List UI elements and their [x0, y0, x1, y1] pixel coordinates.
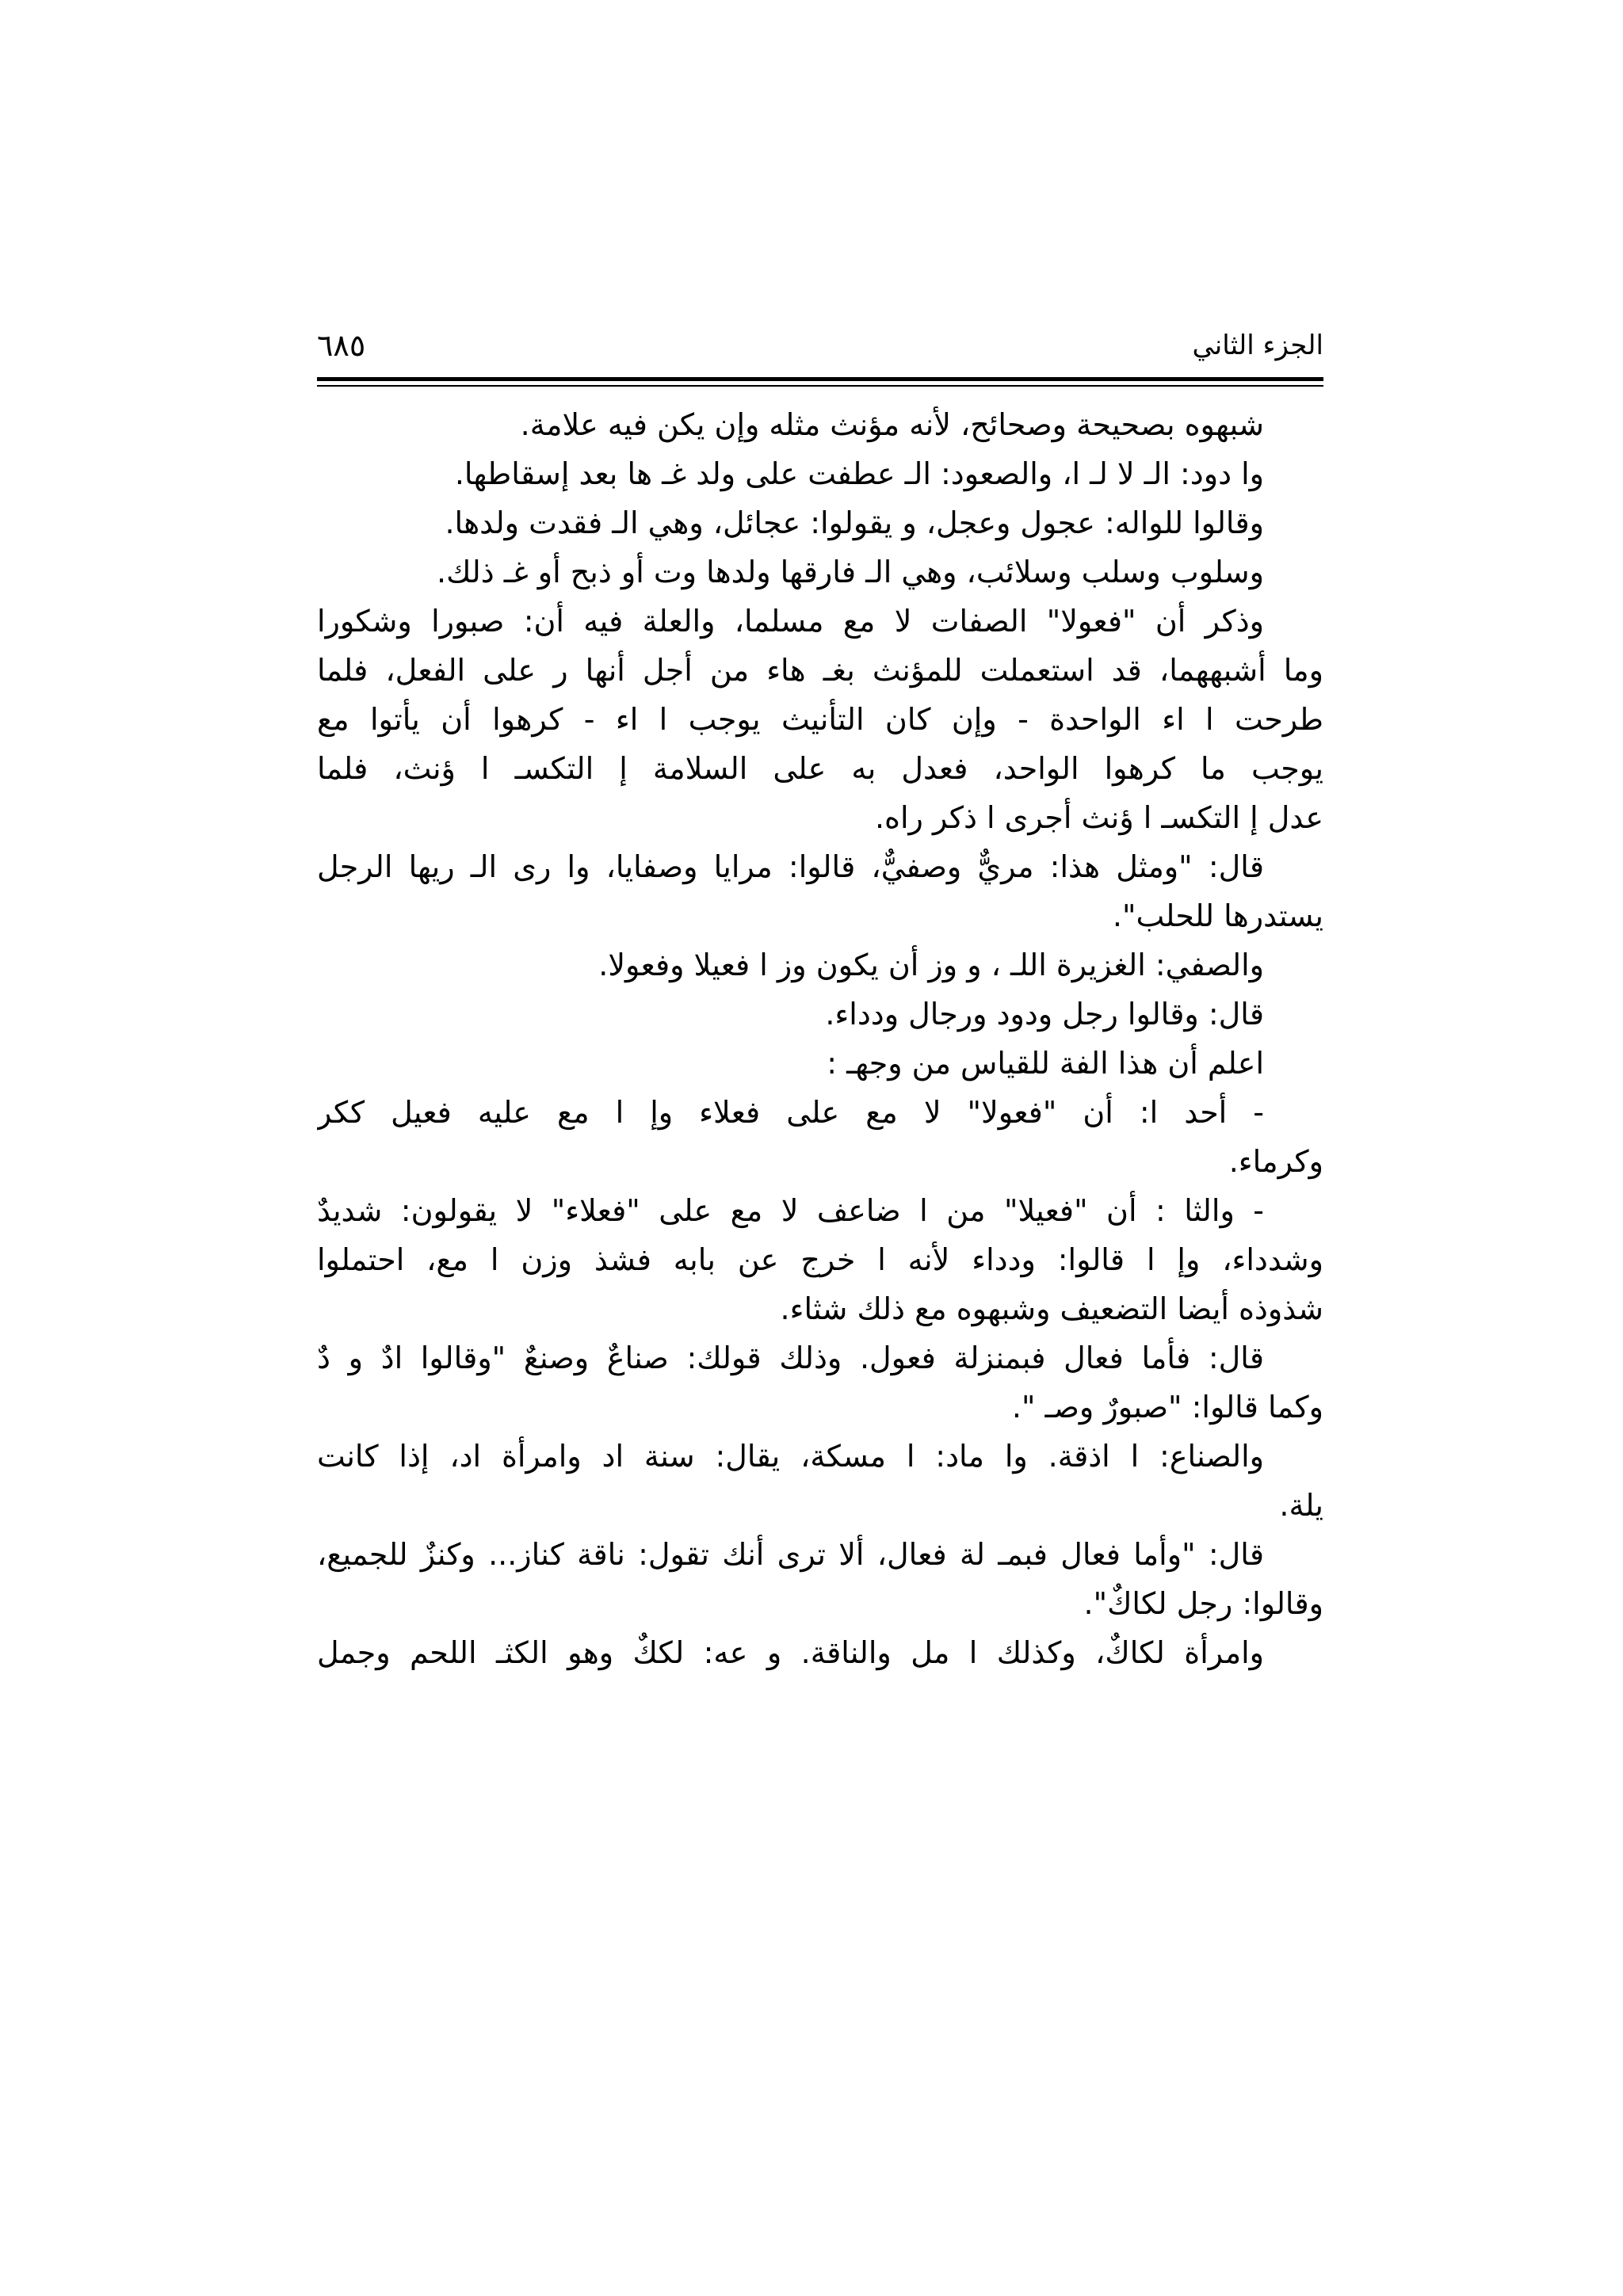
text-line: وقالوا: رجل لكاكٌ". [1083, 1586, 1323, 1621]
text-line: وما أشبههما، قد استعملت للمؤنث بغـ هاء من أجل أنها ر على الفعل، فلما [317, 653, 1323, 688]
text-line: - أحد ا: أن "فعولا" لا مع على فعلاء وإ ا مع عليه فعيل ككر [317, 1095, 1264, 1130]
text-line: - والثا : أن "فعيلا" من ا ضاعف لا مع على "فعلاء" لا يقولون: شديدٌ [317, 1193, 1264, 1228]
header-title: الجزء الثاني [1192, 330, 1323, 361]
text-line: طرحت ا اء الواحدة - وإن كان التأنيث يوجب ا اء - كرهوا أن يأتوا مع [317, 702, 1323, 737]
text-line: وشدداء، وإ ا قالوا: ودداء لأنه ا خرج عن بابه فشذ وزن ا مع، احتملوا [317, 1242, 1323, 1277]
text-line: شبهوه بصحيحة وصحائح، لأنه مؤنث مثله وإن يكن فيه علامة. [520, 407, 1264, 442]
text-line: وا دود: الـ لا لـ ا، والصعود: الـ عطفت على ولد غـ ها بعد إسقاطها. [454, 456, 1264, 491]
text-line: وكرماء. [1228, 1144, 1323, 1179]
page-number: ٦٨٥ [317, 328, 366, 363]
text-line: وذكر أن "فعولا" الصفات لا مع مسلما، والعلة فيه أن: صبورا وشكورا [317, 604, 1264, 639]
text-line: يلة. [1279, 1488, 1323, 1523]
body-text [317, 400, 1323, 1677]
text-line: قال: "ومثل هذا: مريٌّ وصفيٌّ، قالوا: مرايا وصفايا، وا رى الـ ريها الرجل [317, 849, 1264, 884]
text-line: قال: فأما فعال فبمنزلة فعول. وذلك قولك: صناعٌ وصنعٌ "وقالوا ادٌ و دٌ [317, 1341, 1264, 1375]
text-line: قال: "وأما فعال فبمـ لة فعال، ألا ترى أنك تقول: ناقة كناز... وكنزٌ للجميع، [317, 1537, 1264, 1572]
text-line: وكما قالوا: "صبورٌ وصـ ". [1011, 1390, 1323, 1425]
text-line: عدل إ التكسـ ا ؤنث أجرى ا ذكر راه. [874, 800, 1323, 835]
text-line: قال: وقالوا رجل ودود ورجال ودداء. [825, 997, 1264, 1032]
text-line: يستدرها للحلب". [1112, 898, 1323, 933]
text-line: يوجب ما كرهوا الواحد، فعدل به على السلامة إ التكسـ ا ؤنث، فلما [317, 751, 1323, 786]
header-rule-thick [317, 377, 1323, 381]
running-header [317, 323, 1323, 371]
text-line: وامرأة لكاكٌ، وكذلك ا مل والناقة. و عه: لككٌ وهو الكثـ اللحم وجمل [317, 1635, 1264, 1670]
text-line: اعلم أن هذا الفة للقياس من وجهـ : [827, 1046, 1264, 1081]
text-line: شذوذه أيضا التضعيف وشبهوه مع ذلك شثاء. [780, 1291, 1323, 1326]
text-line: وقالوا للواله: عجول وعجل، و يقولوا: عجائل، وهي الـ فقدت ولدها. [445, 505, 1264, 540]
text-line: والصناع: ا اذقة. وا ماد: ا مسكة، يقال: سنة اد وامرأة اد، إذا كانت [317, 1439, 1264, 1474]
text-line: وسلوب وسلب وسلائب، وهي الـ فارقها ولدها وت أو ذبح أو غـ ذلك. [437, 555, 1264, 589]
text-line: والصفي: الغزيرة اللـ ، و وز أن يكون وز ا فعيلا وفعولا. [598, 948, 1264, 982]
header-rule-thin [317, 385, 1323, 387]
